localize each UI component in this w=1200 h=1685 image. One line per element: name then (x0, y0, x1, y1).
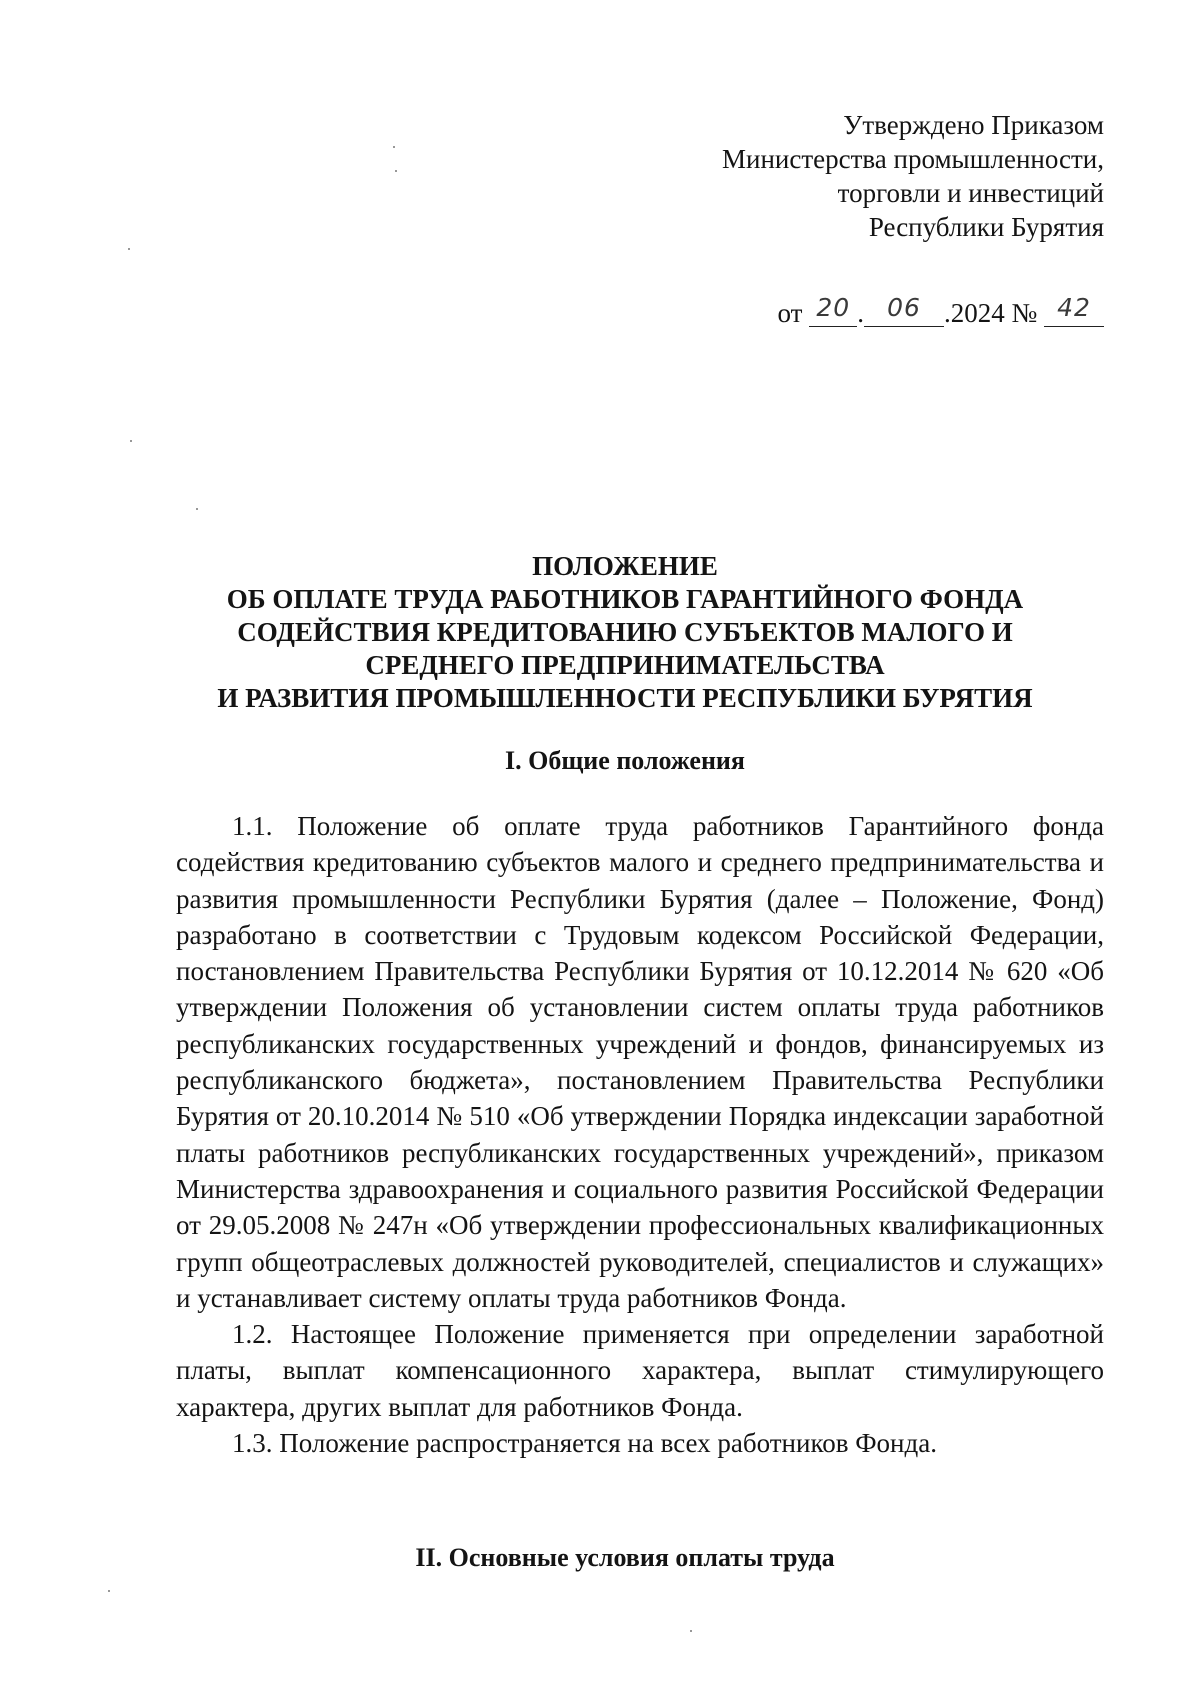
date-year-suffix: .2024 № (943, 298, 1038, 328)
section-1-heading: I. Общие положения (505, 746, 745, 775)
paragraph-1-1: 1.1. Положение об оплате труда работников Гарантийного фонда содействия кредитованию субъектов малого и среднего предпринимательства и развития промышленности Республики Бурятия (далее – Положение, Фонд) разработано в соответствии с Трудовым кодексом Российской Федерации, постановлением Правительства Республики Бурятия от 10.12.2014 № 620 «Об утверждении Положения об установлении систем оплаты труда работников республиканских государственных учреждений и фондов, финансируемых из республиканского бюджета», постановлением Правительства Республики Бурятия от 20.10.2014 № 510 «Об утверждении Порядка индексации заработной платы работников республиканских государственных учреждений», приказом Министерства здравоохранения и социального развития Российской Федерации от 29.05.2008 № 247н «Об утверждении профессиональных квалификационных групп общеотраслевых должностей руководителей, специалистов и служащих» и устанавливает систему оплаты труда работников Фонда. (176, 811, 1104, 1313)
approval-line: Республики Бурятия (868, 212, 1104, 242)
title-line: СРЕДНЕГО ПРЕДПРИНИМАТЕЛЬСТВА (365, 650, 885, 680)
paragraph-1-3: 1.3. Положение распространяется на всех работников Фонда. (232, 1428, 937, 1459)
handwritten-order-number: 42 (1057, 293, 1091, 322)
approval-stamp-block (722, 108, 1104, 244)
scan-speck (196, 508, 198, 510)
approval-line: торговли и инвестиций (837, 178, 1104, 208)
section-2-heading: II. Основные условия оплаты труда (415, 1543, 835, 1572)
scan-speck (395, 170, 397, 172)
approval-line: Утверждено Приказом (843, 110, 1104, 140)
order-number-field (1044, 293, 1104, 327)
scan-speck (130, 440, 132, 442)
date-prefix: от (777, 298, 803, 328)
approval-line: Министерства промышленности, (722, 144, 1104, 174)
scan-speck (128, 248, 130, 250)
section-1-body (176, 808, 1104, 1461)
handwritten-month: 06 (887, 293, 921, 322)
date-month-field (864, 293, 944, 327)
title-line: СОДЕЙСТВИЯ КРЕДИТОВАНИЮ СУБЪЕКТОВ МАЛОГО И (237, 617, 1013, 647)
title-line: ОБ ОПЛАТЕ ТРУДА РАБОТНИКОВ ГАРАНТИЙНОГО ФОНДА (226, 584, 1024, 614)
document-title (150, 550, 1100, 715)
title-line: И РАЗВИТИЯ ПРОМЫШЛЕННОСТИ РЕСПУБЛИКИ БУРЯТИЯ (217, 683, 1033, 713)
title-line: ПОЛОЖЕНИЕ (532, 551, 718, 581)
date-day-field (809, 293, 857, 327)
scan-speck (108, 1590, 110, 1592)
handwritten-day: 20 (816, 293, 851, 322)
scan-speck (393, 146, 395, 148)
approval-date-line: от 20 . 06 .2024 № 42 (778, 296, 1104, 330)
scan-speck (690, 1630, 692, 1632)
paragraph-1-2: 1.2. Настоящее Положение применяется при определении заработной платы, выплат компенсационного характера, выплат стимулирующего характера, других выплат для работников Фонда. (176, 1319, 1104, 1422)
